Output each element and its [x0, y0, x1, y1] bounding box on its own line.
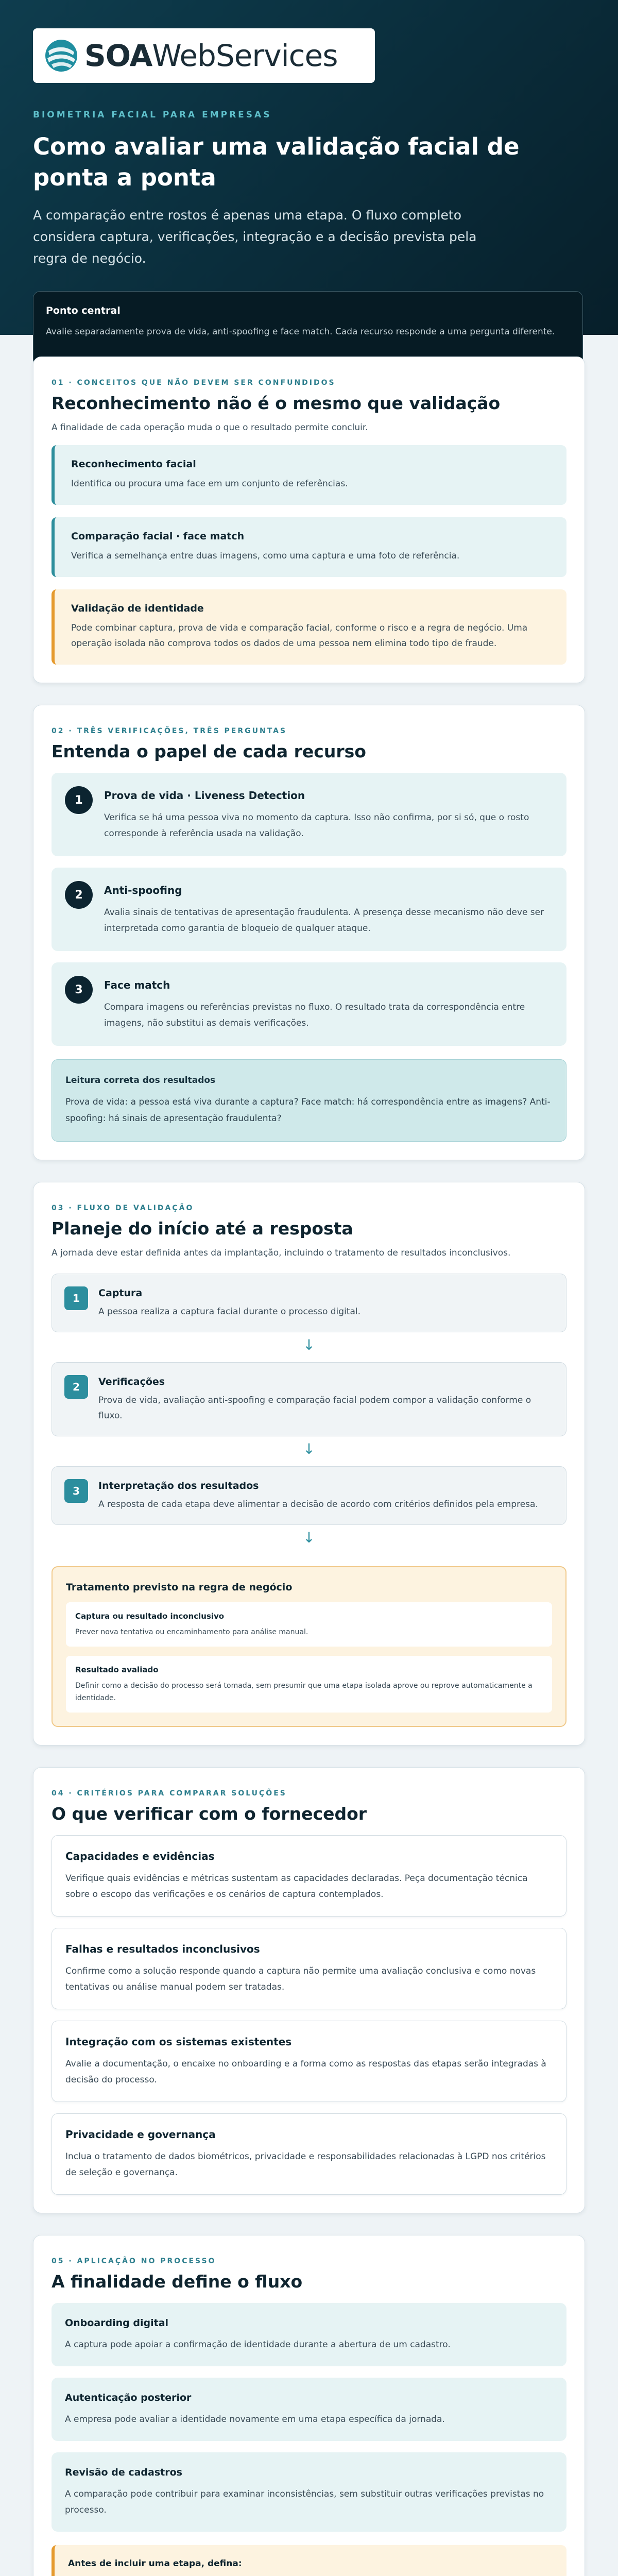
resource-body: Avalia sinais de tentativas de apresentação fraudulenta. A presença desse mecanismo não deve ser interpretada como garantia de bloqueio de qualquer ataque.: [104, 907, 544, 934]
section-resources: [33, 705, 585, 1160]
flow-step-body: Prova de vida, avaliação anti-spoofing e comparação facial podem compor a validação conforme o fluxo.: [98, 1395, 531, 1421]
reading-title: Leitura correta dos resultados: [65, 1075, 216, 1086]
flow-step-body: A resposta de cada etapa deve alimentar a decisão de acordo com critérios definidos pela empresa.: [98, 1499, 538, 1510]
section-eyebrow: 05 · APLICAÇÃO NO PROCESSO: [52, 2257, 216, 2265]
step-number: 3: [65, 976, 93, 1004]
flow-step: [52, 1362, 566, 1436]
criteria-body: Verifique quais evidências e métricas sustentam as capacidades declaradas. Peça documentação técnica sobre o escopo das verificações e os cenários de captura contemplados.: [65, 1873, 528, 1900]
central-point-body: Avalie separadamente prova de vida, anti-spoofing e face match. Cada recurso responde a uma pergunta diferente.: [46, 327, 555, 337]
rule-item-title: Captura ou resultado inconclusivo: [75, 1612, 225, 1621]
define-checklist: [52, 2545, 566, 2576]
step-number: 3: [64, 1479, 88, 1503]
rule-item-body: Prever nova tentativa ou encaminhamento para análise manual.: [75, 1628, 308, 1636]
hero-eyebrow: BIOMETRIA FACIAL PARA EMPRESAS: [33, 110, 272, 120]
resource-title: Anti-spoofing: [104, 884, 182, 896]
flow-step-title: Interpretação dos resultados: [98, 1480, 259, 1492]
section-application: [33, 2235, 585, 2576]
concept-body: Verifica a semelhança entre duas imagens, como uma captura e uma foto de referência.: [71, 551, 460, 561]
rule-item-body: Definir como a decisão do processo será tomada, sem presumir que uma etapa isolada aprove ou reprove automaticamente a identidade.: [75, 1682, 533, 1702]
resource-title: Face match: [104, 979, 170, 991]
criteria-card: [52, 2113, 566, 2195]
rule-item-title: Resultado avaliado: [75, 1665, 159, 1674]
criteria-title: Capacidades e evidências: [65, 1850, 215, 1862]
section-subtitle: A finalidade de cada operação muda o que o resultado permite concluir.: [52, 422, 368, 433]
step-number: 1: [65, 786, 93, 814]
page-title: Como avaliar uma validação facial de ponta a ponta: [33, 133, 520, 191]
business-rule-item: [66, 1656, 552, 1713]
central-point-title: Ponto central: [46, 305, 121, 316]
logo-globe-icon: [44, 39, 78, 73]
section-eyebrow: 02 · TRÊS VERIFICAÇÕES, TRÊS PERGUNTAS: [52, 727, 287, 735]
concept-title: Reconhecimento facial: [71, 459, 196, 470]
use-case-title: Onboarding digital: [65, 2317, 169, 2329]
resource-card: [52, 773, 566, 856]
section-title: Reconhecimento não é o mesmo que validação: [52, 393, 501, 413]
concept-card: [52, 445, 566, 505]
concept-card-highlight: [52, 589, 566, 665]
flow-step-body: A pessoa realiza a captura facial durante o processo digital.: [98, 1307, 360, 1317]
logo-text: SOAWebServices: [84, 38, 338, 73]
define-title: Antes de incluir uma etapa, defina:: [68, 2558, 242, 2569]
criteria-card: [52, 2021, 566, 2102]
criteria-title: Integração com os sistemas existentes: [65, 2036, 292, 2048]
section-flow: [33, 1182, 585, 1745]
section-eyebrow: 04 · CRITÉRIOS PARA COMPARAR SOLUÇÕES: [52, 1789, 287, 1798]
section-title: Planeje do início até a resposta: [52, 1218, 353, 1239]
logo[interactable]: [33, 28, 375, 83]
section-title: O que verificar com o fornecedor: [52, 1804, 367, 1824]
criteria-title: Privacidade e governança: [65, 2128, 216, 2141]
hero-lead: A comparação entre rostos é apenas uma etapa. O fluxo completo considera captura, verificações, integração e a decisão prevista pela regra de negócio.: [33, 208, 477, 266]
section-title: Entenda o papel de cada recurso: [52, 741, 366, 761]
criteria-body: Confirme como a solução responde quando a captura não permite uma avaliação conclusiva e como novas tentativas ou análise manual podem ser tratadas.: [65, 1966, 536, 1992]
resource-body: Compara imagens ou referências previstas no fluxo. O resultado trata da correspondência entre imagens, não substitui as demais verificações.: [104, 1002, 525, 1028]
section-title: A finalidade define o fluxo: [52, 2272, 303, 2292]
arrow-down-icon: ↓: [303, 1336, 315, 1353]
use-case-title: Revisão de cadastros: [65, 2467, 182, 2478]
use-case-body: A comparação pode contribuir para examinar inconsistências, sem substituir outras verificações previstas no processo.: [65, 2489, 544, 2515]
resource-card: [52, 868, 566, 951]
flow-steps: [52, 1274, 566, 1551]
concept-title: Validação de identidade: [71, 603, 204, 614]
arrow-down-icon: ↓: [303, 1529, 315, 1546]
section-concepts: [33, 357, 585, 683]
step-number: 2: [65, 881, 93, 909]
section-subtitle: A jornada deve estar definida antes da implantação, incluindo o tratamento de resultados inconclusivos.: [52, 1248, 511, 1258]
criteria-title: Falhas e resultados inconclusivos: [65, 1943, 260, 1955]
arrow-down-icon: ↓: [303, 1440, 315, 1458]
resource-title: Prova de vida · Liveness Detection: [104, 789, 305, 802]
concept-body: Identifica ou procura uma face em um conjunto de referências.: [71, 479, 348, 489]
use-case-card: [52, 2303, 566, 2366]
hero: [0, 0, 618, 335]
concept-title: Comparação facial · face match: [71, 531, 245, 542]
use-case-title: Autenticação posterior: [65, 2392, 192, 2403]
use-case-card: [52, 2378, 566, 2441]
reading-body: Prova de vida: a pessoa está viva durante a captura? Face match: há correspondência entre as imagens? Anti-spoofing: há sinais de apresentação fraudulenta?: [65, 1097, 551, 1124]
main-content: [0, 335, 618, 2576]
flow-step-title: Captura: [98, 1287, 143, 1299]
flow-step: [52, 1466, 566, 1525]
section-eyebrow: 03 · FLUXO DE VALIDAÇÃO: [52, 1204, 194, 1212]
criteria-card: [52, 1928, 566, 2009]
step-number: 1: [64, 1286, 88, 1310]
criteria-body: Avalie a documentação, o encaixe no onboarding e a forma como as respostas das etapas serão integradas à decisão do processo.: [65, 2059, 546, 2085]
business-rule-item: [66, 1602, 552, 1647]
flow-step: [52, 1274, 566, 1332]
concept-body: Pode combinar captura, prova de vida e comparação facial, conforme o risco e a regra de negócio. Uma operação isolada não comprova todos os dados de uma pessoa nem elimina todo tipo de fraude.: [71, 623, 528, 649]
criteria-body: Inclua o tratamento de dados biométricos, privacidade e responsabilidades relacionadas à LGPD nos critérios de seleção e governança.: [65, 2151, 546, 2178]
criteria-card: [52, 1835, 566, 1917]
step-number: 2: [64, 1375, 88, 1399]
concept-card: [52, 517, 566, 577]
reading-box: [52, 1059, 566, 1142]
section-criteria: [33, 1767, 585, 2213]
business-rule-box: [52, 1566, 566, 1727]
use-case-body: A empresa pode avaliar a identidade novamente em uma etapa específica da jornada.: [65, 2414, 445, 2425]
resource-card: [52, 962, 566, 1046]
resource-body: Verifica se há uma pessoa viva no momento da captura. Isso não confirma, por si só, que o rosto corresponde à referência usada na validação.: [104, 812, 529, 839]
use-case-body: A captura pode apoiar a confirmação de identidade durante a abertura de um cadastro.: [65, 2340, 451, 2350]
use-case-card: [52, 2452, 566, 2532]
business-rule-title: Tratamento previsto na regra de negócio: [66, 1582, 293, 1593]
flow-step-title: Verificações: [98, 1376, 165, 1387]
section-eyebrow: 01 · CONCEITOS QUE NÃO DEVEM SER CONFUNDIDOS: [52, 379, 336, 387]
